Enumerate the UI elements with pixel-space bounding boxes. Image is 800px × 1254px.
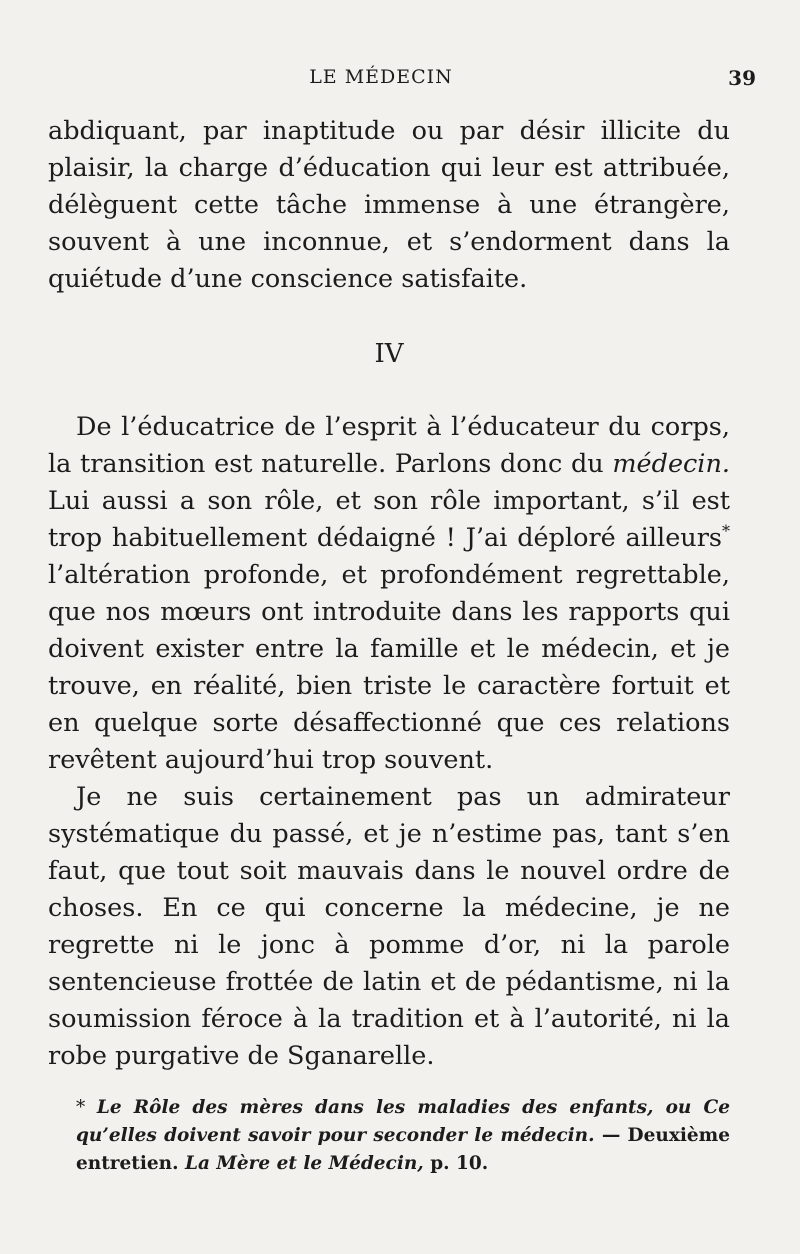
footnote-separator: — Deuxième entretien. xyxy=(76,1125,730,1174)
footnote-marker: * xyxy=(76,1097,97,1118)
section-heading: IV xyxy=(374,339,404,369)
footnote-source-title: La Mère et le Médecin, xyxy=(184,1153,424,1174)
page-number: 39 xyxy=(728,66,756,90)
paragraph-doctor-intro xyxy=(48,409,730,779)
footnote-page-ref: p. 10. xyxy=(423,1153,489,1174)
paragraph-part: l’altération profonde, et profondément regrettable, que nos mœurs ont introduite dans les rapports qui doivent exister entre la famille et le médecin, et je trouve, en réalité, bien triste le caractère fortuit et en quelque sorte désaffectionné que ces relations revêtent aujourd’hui trop souvent. xyxy=(48,560,730,775)
paragraph-continued xyxy=(48,113,730,298)
paragraph-text: abdiquant, par inaptitude ou par désir illicite du plaisir, la charge d’éducation qui leur est attribuée, délèguent cette tâche immense à une étrangère, souvent à une inconnue, et s’endorment dans la quiétude d’une conscience satisfaite. xyxy=(48,116,730,294)
footnote-text xyxy=(48,1094,730,1178)
paragraph-past xyxy=(48,779,730,1075)
footnote-title: Le Rôle des mères dans les maladies des enfants, ou Ce qu’elles doivent savoir pour seconder le médecin. xyxy=(76,1097,730,1146)
paragraph-part: Lui aussi a son rôle, et son rôle important, s’il est trop habituellement dédaigné ! J’ai déploré ailleurs xyxy=(48,486,730,553)
running-title: LE MÉDECIN xyxy=(309,66,453,88)
page-header xyxy=(48,62,756,92)
paragraph-part: De l’éducatrice de l’esprit à l’éducateur du corps, la transition est naturelle. Parlons donc du xyxy=(48,412,730,479)
italic-word: médecin. xyxy=(612,449,730,479)
paragraph-text xyxy=(48,409,730,779)
paragraph-text: Je ne suis certainement pas un admirateur systématique du passé, et je n’estime pas, tant s’en faut, que tout soit mauvais dans le nouvel ordre de choses. En ce qui concerne la médecine, je ne regrette ni le jonc à pomme d’or, ni la parole sentencieuse frottée de latin et de pédantisme, ni la soumission féroce à la tradition et à l’autorité, ni la robe purgative de Sganarelle. xyxy=(48,782,730,1071)
footnote-marker: * xyxy=(722,521,730,541)
footnote xyxy=(48,1094,730,1178)
